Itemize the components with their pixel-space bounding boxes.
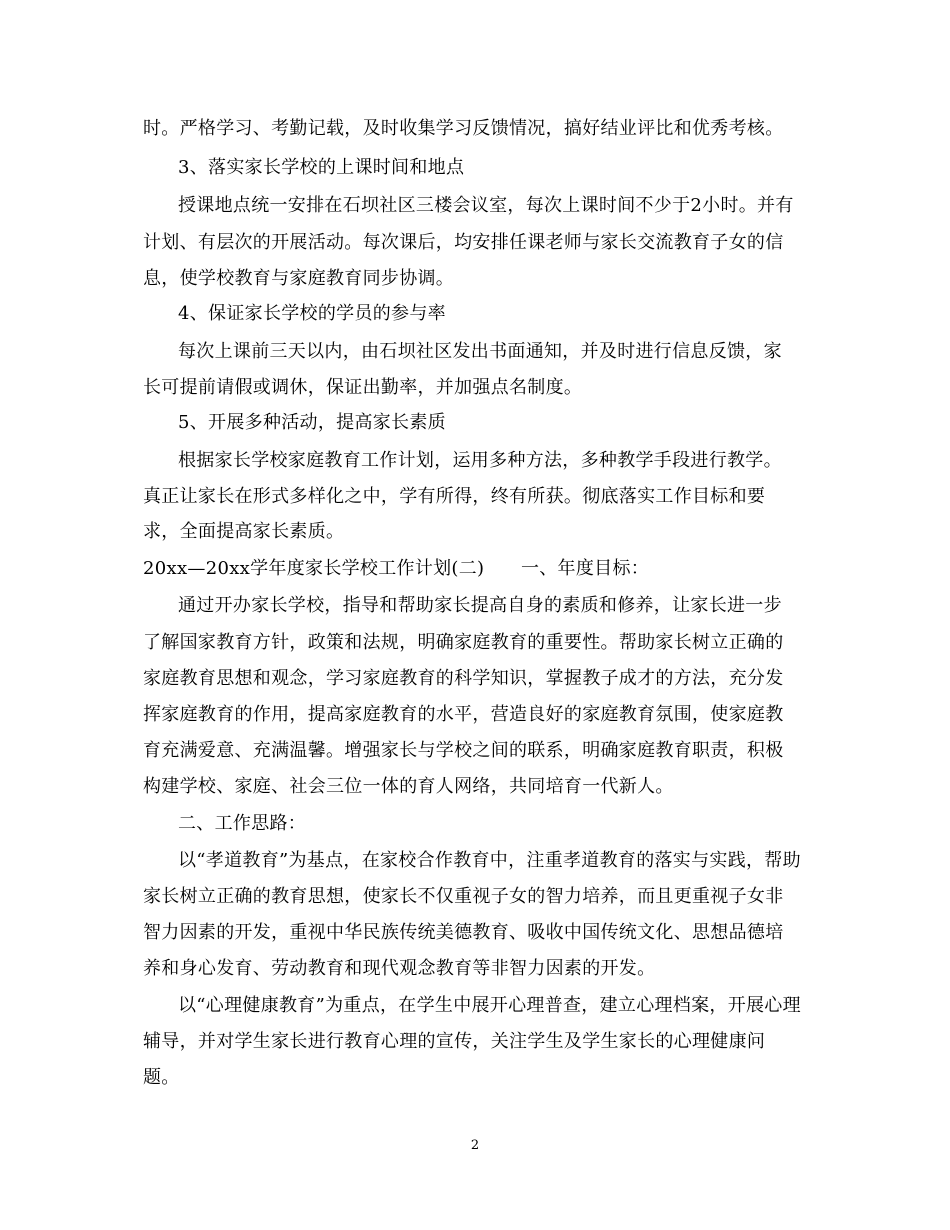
text-line: 每次上课前三天以内，由石坝社区发出书面通知，并及时进行信息反馈，家 [178, 341, 782, 362]
text-line: 根据家长学校家庭教育工作计划，运用多种方法，多种教学手段进行教学。 [178, 450, 782, 471]
text-line: 题。 [143, 1067, 180, 1088]
text-line: 息，使学校教育与家庭教育同步协调。 [143, 268, 455, 289]
text-line: 长可提前请假或调休，保证出勤率，并加强点名制度。 [143, 377, 583, 398]
text-line: 构建学校、家庭、社会三位一体的育人网络，共同培育一代新人。 [143, 776, 674, 797]
text-line: 辅导，并对学生家长进行教育心理的宣传，关注学生及学生家长的心理健康问 [143, 1031, 766, 1052]
plan-title: 20xx—20xx学年度家长学校工作计划(二) 一、年度目标： [143, 558, 650, 579]
text-line: 通过开办家长学校，指导和帮助家长提高自身的素质和修养，让家长进一步 [178, 595, 782, 616]
text-line: 了解国家教育方针，政策和法规，明确家庭教育的重要性。帮助家长树立正确的 [143, 632, 784, 653]
text-line: 智力因素的开发，重视中华民族传统美德教育、吸收中国传统文化、思想品德培 [143, 922, 784, 943]
text-line: 挥家庭教育的作用，提高家庭教育的水平，营造良好的家庭教育氛围，使家庭教 [143, 704, 784, 725]
text-line: 家庭教育思想和观念，学习家庭教育的科学知识，掌握教子成才的方法，充分发 [143, 668, 784, 689]
text-line: 授课地点统一安排在石坝社区三楼会议室，每次上课时间不少于2小时。并有 [178, 195, 794, 216]
section-heading: 二、工作思路： [178, 813, 307, 834]
text-line: 以“心理健康教育”为重点，在学生中展开心理普查，建立心理档案，开展心理 [178, 995, 801, 1016]
page-number: 2 [470, 1138, 480, 1153]
section-heading: 3、落实家长学校的上课时间和地点 [178, 157, 465, 178]
section-heading: 4、保证家长学校的学员的参与率 [178, 303, 446, 324]
text-line: 真正让家长在形式多样化之中，学有所得，终有所获。彻底落实工作目标和要 [143, 486, 766, 507]
text-line: 育充满爱意、充满温馨。增强家长与学校之间的联系，明确家庭教育职责，积极 [143, 740, 784, 761]
section-heading: 5、开展多种活动，提高家长素质 [178, 412, 446, 433]
text-line: 时。严格学习、考勤记载，及时收集学习反馈情况，搞好结业评比和优秀考核。 [143, 118, 784, 139]
text-line: 家长树立正确的教育思想，使家长不仅重视子女的智力培养，而且更重视子女非 [143, 886, 784, 907]
text-line: 养和身心发育、劳动教育和现代观念教育等非智力因素的开发。 [143, 958, 656, 979]
text-line: 以“孝道教育”为基点，在家校合作教育中，注重孝道教育的落实与实践，帮助 [178, 850, 801, 871]
text-line: 计划、有层次的开展活动。每次课后，均安排任课老师与家长交流教育子女的信 [143, 232, 784, 253]
text-line: 求，全面提高家长素质。 [143, 521, 345, 542]
